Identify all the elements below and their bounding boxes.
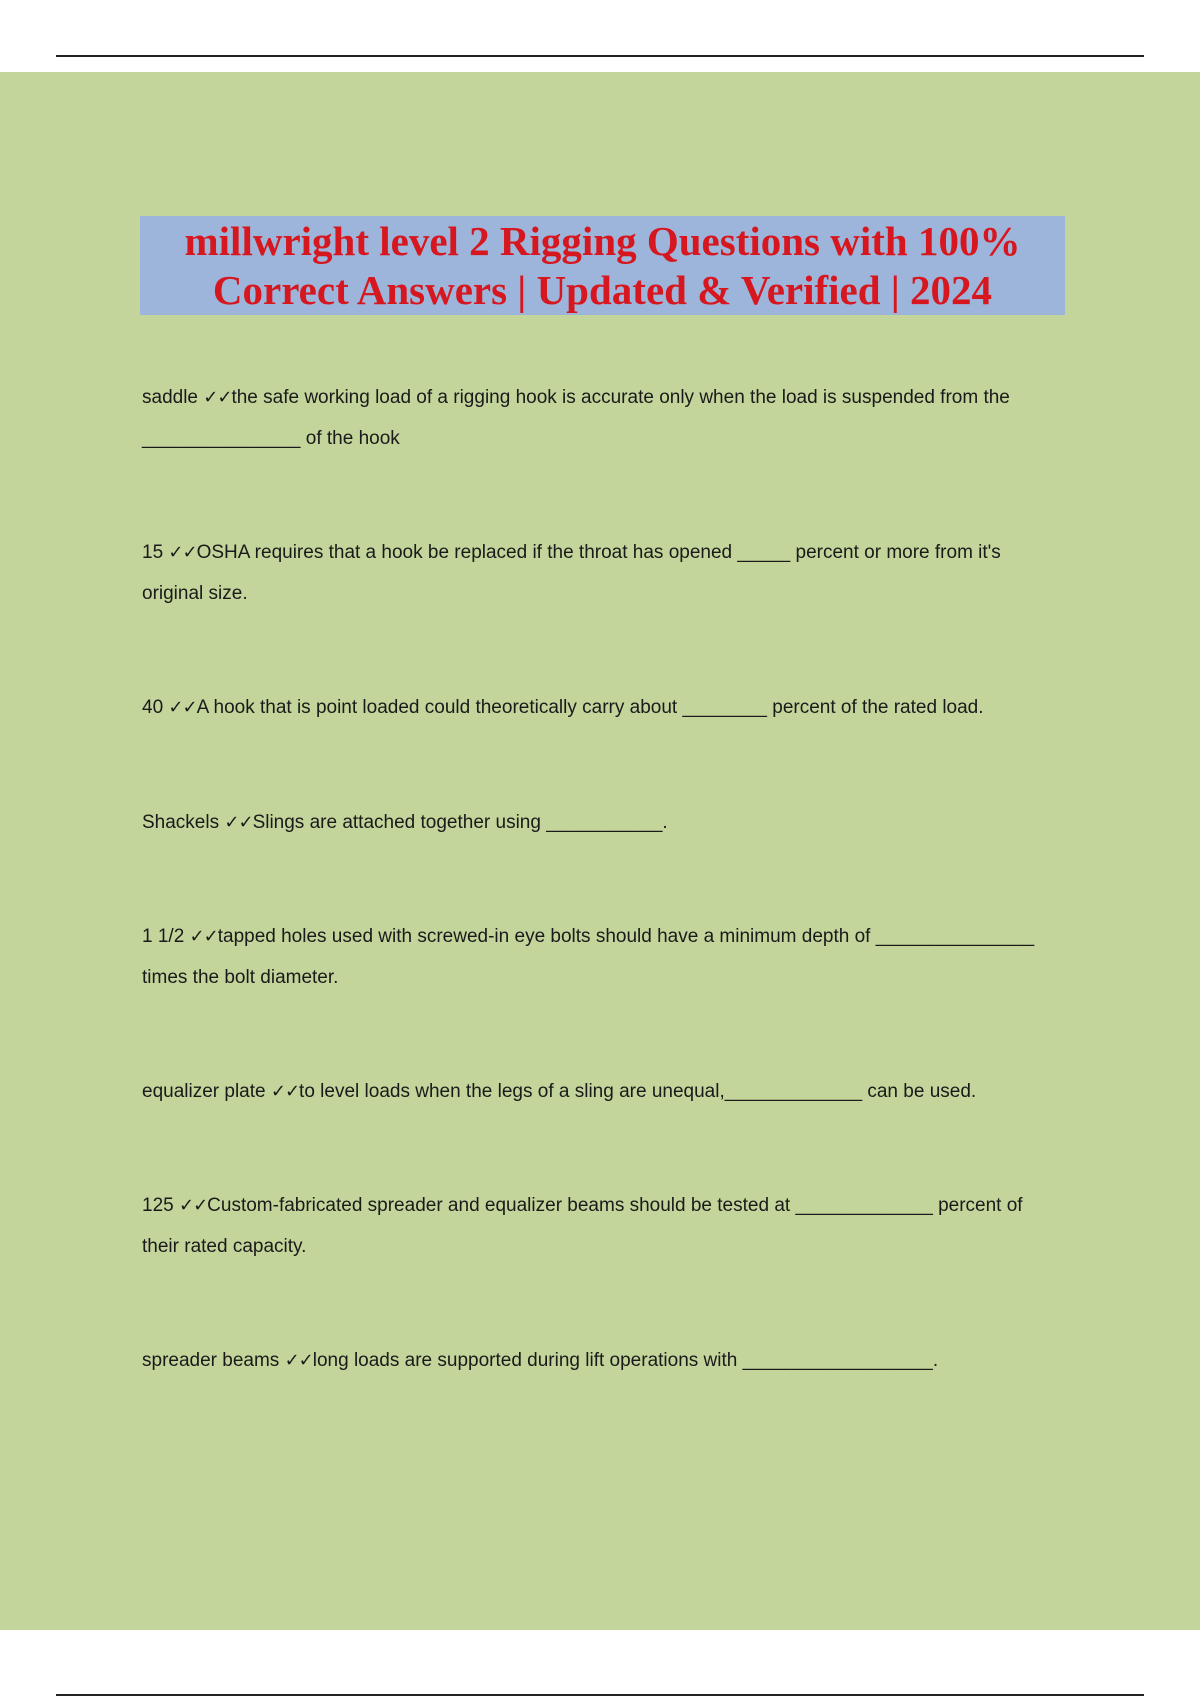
answer-text: 15 [142, 542, 164, 563]
question-text: long loads are supported during lift operations with __________________. [312, 1350, 939, 1371]
title-line-2: Correct Answers | Updated & Verified | 2024 [212, 266, 993, 313]
question-text: tapped holes used with screwed-in eye bolts should have a minimum depth of _______________ times the bolt diameter. [142, 926, 1035, 988]
answer-text: 125 [142, 1195, 174, 1216]
answer-text: Shackels [142, 812, 220, 833]
footer-rule [56, 1694, 1144, 1696]
answer-text: spreader beams [142, 1350, 280, 1371]
qa-item [142, 532, 1057, 614]
question-text: the safe working load of a rigging hook is accurate only when the load is suspended from the _______________ of the hook [142, 387, 1010, 449]
qa-item [142, 377, 1057, 459]
title-line-1: millwright level 2 Rigging Questions with 100% [184, 217, 1021, 264]
answer-text: saddle [142, 387, 198, 408]
check-icon: ✓✓ [270, 1081, 300, 1102]
question-text: Custom-fabricated spreader and equalizer beams should be tested at _____________ percent of their rated capacity. [142, 1195, 1023, 1257]
qa-item [142, 1185, 1057, 1267]
study-sheet [0, 72, 1200, 1630]
question-text: to level loads when the legs of a sling are unequal,_____________ can be used. [299, 1081, 977, 1102]
question-text: OSHA requires that a hook be replaced if the throat has opened _____ percent or more from it's original size. [142, 542, 1001, 604]
question-text: Slings are attached together using ___________. [252, 812, 668, 833]
check-icon: ✓✓ [224, 812, 253, 833]
qa-item [142, 802, 1057, 843]
answer-text: 40 [142, 697, 164, 718]
qa-item [142, 916, 1057, 998]
qa-item [142, 1340, 1057, 1381]
answer-text: equalizer plate [142, 1081, 266, 1102]
check-icon: ✓✓ [284, 1350, 313, 1371]
check-icon: ✓✓ [168, 697, 197, 718]
check-icon: ✓✓ [168, 542, 197, 563]
answer-text: 1 1/2 [142, 926, 185, 947]
qa-item [142, 687, 1057, 728]
header-rule [56, 55, 1144, 57]
qa-item [142, 1071, 1057, 1112]
check-icon: ✓✓ [178, 1195, 208, 1216]
question-text: A hook that is point loaded could theoretically carry about ________ percent of the rated load. [196, 697, 984, 718]
check-icon: ✓✓ [203, 387, 232, 408]
title-banner [140, 216, 1065, 315]
check-icon: ✓✓ [189, 926, 218, 947]
